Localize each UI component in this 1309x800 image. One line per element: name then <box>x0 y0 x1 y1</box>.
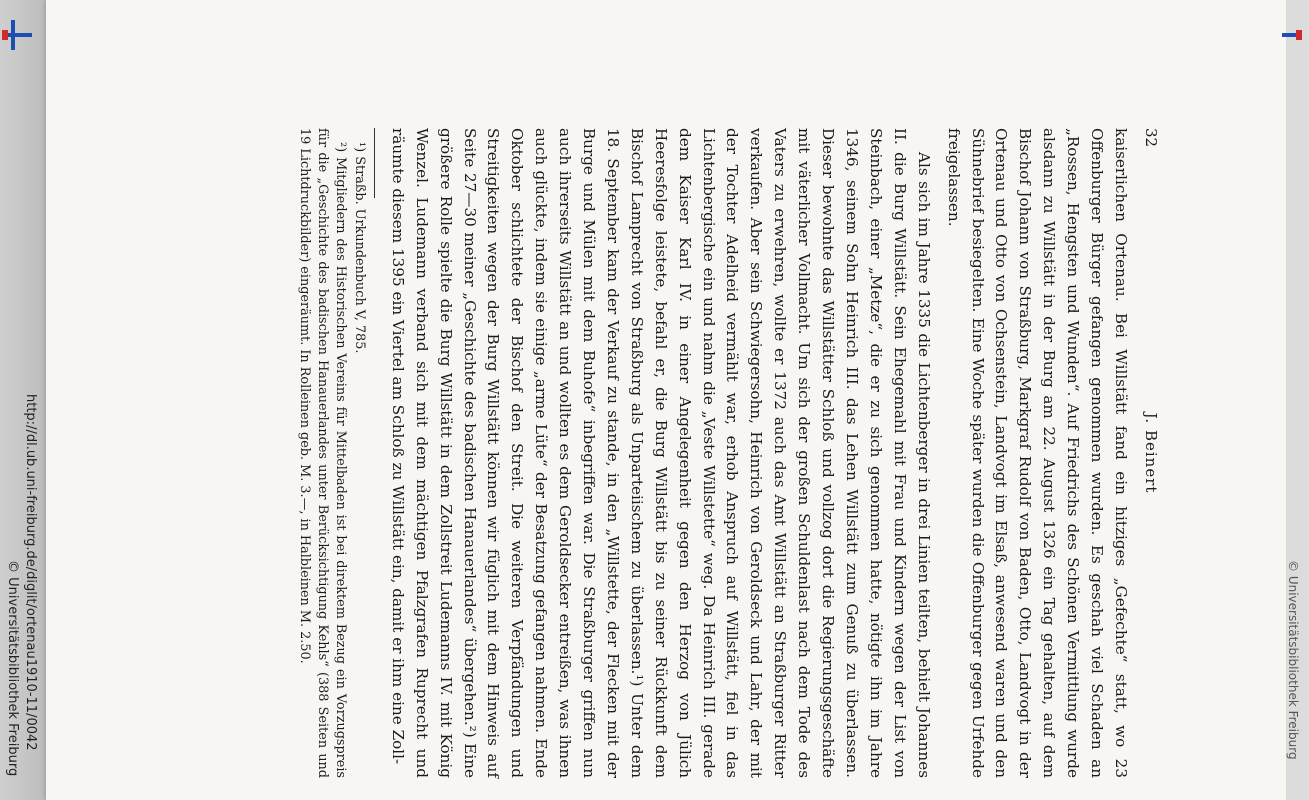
color-calibration-marker-left <box>2 20 32 50</box>
footnote-1: ¹) Straßb. Urkundenbuch V, 785. <box>351 142 367 354</box>
running-title: J. Beinert <box>1142 412 1160 494</box>
color-calibration-marker-right <box>1282 20 1302 50</box>
body-paragraph-2: Als sich im Jahre 1335 die Lichtenberger in drei Linien teilten, behielt Johannes II. die Burg Willstätt. Sein Ehegemahl mit Frau und Kindern wegen der List von Steinbach, einer „Metze“, die er zu sich genommen hatte, nötigte ihn im Jahre 1346, seinem Sohn Heinrich III. das Lehen Willstätt zum Genuß zu überlassen. Dieser bewohnte das Willstätter Schloß und vollzog dort die Regierungsgeschäfte mit väterlicher Vollmacht. Um sich der großen Schuldenlast nach dem Tode des Vaters zu erwehren, wollte er 1372 auch das Amt Willstätt an Straßburger Ritter verkaufen. Aber sein Schwiegersohn, Heinrich von Geroldseck und Lahr, der mit der Tochter Adelheid vermählt war, erhob Anspruch auf Willstätt, fiel in das Lichtenbergische ein und nahm die „Veste Willstette“ weg. Da Heinrich III. gerade dem Kaiser Karl IV. in einer Angelegenheit gegen den Herzog von Jülich Heeresfolge leistete, befahl er, die Burg Willstätt bis zu seiner Rückkunft dem Bischof Lamprecht von Straßburg als Unparteiischem zu überlassen.¹) Unter dem 18. September kam der Verkauf zu stande, in den „Willstette, der Flecken mit der Burge und Mülen mit dem Buhofe“ inbegriffen war. Die Straßburger griffen nun auch ihrerseits Willstätt an und wollten es dem Geroldsecker entreißen, was ihnen auch glückte, indem sie einige „arme Lüte“ der Besatzung gefangen nahmen. Ende Oktober schlichtete der Bischof den Streit. Die weiteren Verpfändungen und Streitigkeiten wegen der Burg Willstätt können wir füglich mit dem Hinweis auf Seite 27—30 meiner „Geschichte des badischen Hanauerlandes“ übergehen.²) Eine größere Rolle spielte die Burg Willstätt in dem Zollstreit Ludemanns IV. mit König Wenzel. Ludemann verband sich mit dem mächtigen Pfalzgrafen Ruprecht und räumte diesem 1395 ein Viertel am Schloß zu Willstätt ein, damit er ihm eine Zoll- <box>388 128 933 778</box>
body-paragraph-1: kaiserlichen Ortenau. Bei Willstätt fand ein hitziges „Gefechte“ statt, wo 23 Offenburger Bürger gefangen genommen wurden. Es geschah viel Schaden an „Rossen, Hengsten und Wunden“. Auf Friedrichs des Schönen Vermittlung wurde alsdann zu Willstätt in der Burg am 22. August 1326 ein Tag gehalten, auf dem Bischof Johann von Straßburg, Markgraf Rudolf von Baden, Otto, Landvogt in der Ortenau und Otto von Ochsenstein, Landvogt im Elsaß, anwesend waren und den Sühnebrief besiegelten. Eine Woche später wurden die Offenburger gegen Urfehde freigelassen. <box>944 128 1130 778</box>
page-header <box>1138 128 1160 778</box>
copyright-label: © Universitätsbibliothek Freiburg <box>5 560 20 777</box>
footnote-2: ²) Mitgliedern des Historischen Vereins für Mittelbaden ist bei direktem Bezug ein Vorzugspreis für die „Geschichte des badischen Hanauerlandes unter Berücksichtigung Kehls“ (388 Seiten und 19 Lichtdruckbilder) eingeräumt. In Rolleinen geb. M. 3.—, in Halbleinen M. 2.50. <box>296 128 349 778</box>
source-url-label[interactable]: http://dl.ub.uni-freiburg.de/diglit/ortenau1910-11/0042 <box>23 394 38 751</box>
page-content <box>140 128 1160 778</box>
copyright-label-right: © Universitätsbibliothek Freiburg <box>1286 560 1300 760</box>
page-number: 32 <box>1142 128 1160 148</box>
footnote-divider <box>374 128 375 198</box>
